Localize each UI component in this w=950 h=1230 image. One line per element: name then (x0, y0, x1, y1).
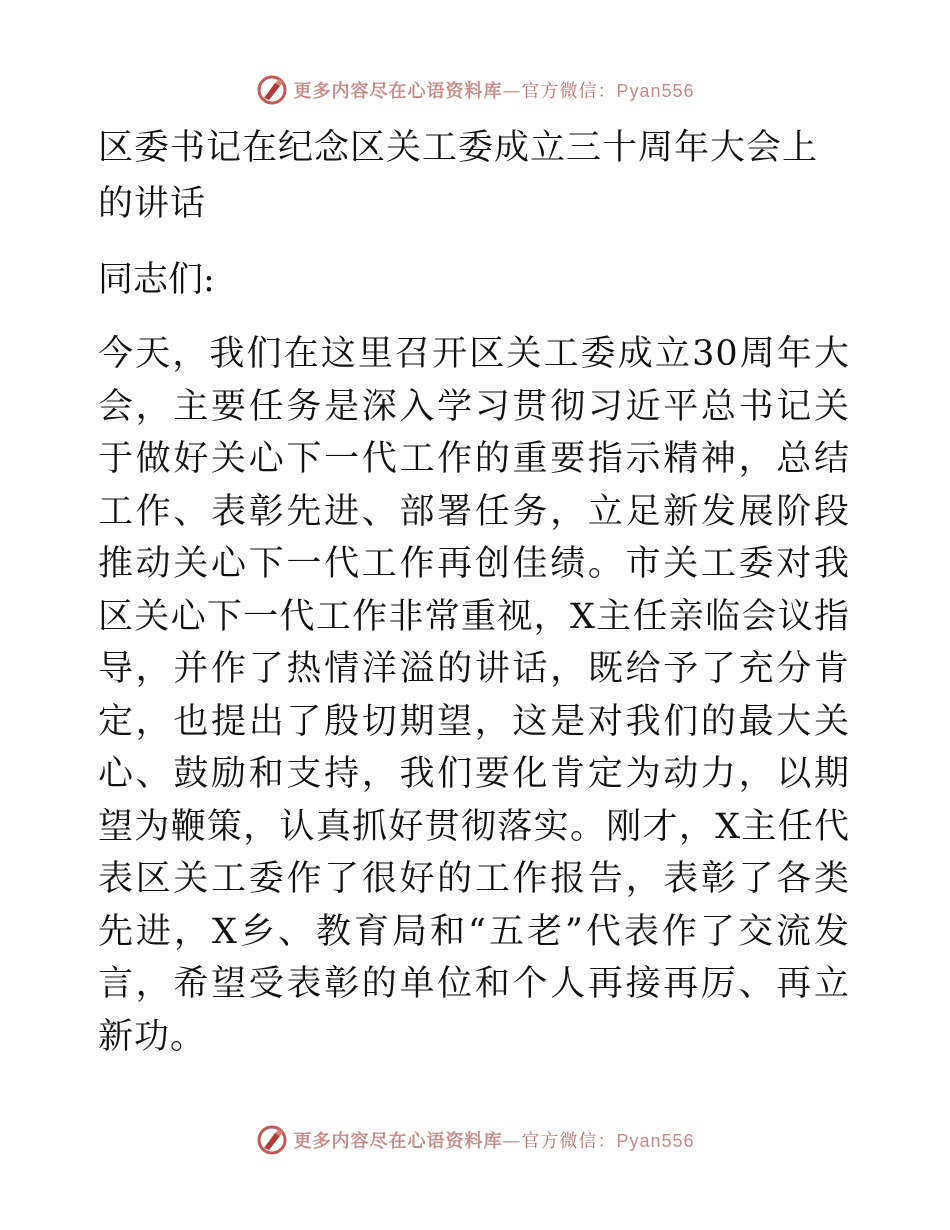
watermark-wechat-id: Pyan556 (616, 1131, 695, 1151)
watermark-main-text: 更多内容尽在心语资料库 (293, 1131, 503, 1152)
document-body (98, 120, 850, 1063)
pen-nib-logo-icon (255, 73, 289, 107)
watermark-wechat-id: Pyan556 (616, 81, 695, 101)
document-title: 区委书记在纪念区关工委成立三十周年大会上的讲话 (98, 128, 819, 224)
watermark-separator: — (502, 1131, 522, 1152)
document-paragraph: 今天，我们在这里召开区关工委成立30周年大会，主要任务是深入学习贯彻习近平总书记关于做好关心下一代工作的重要指示精神，总结工作、表彰先进、部署任务，立足新发展阶段推动关心下一代工作再创佳绩。市关工委对我区关心下一代工作非常重视，X主任亲临会议指导，并作了热情洋溢的讲话，既给予了充分肯定，也提出了殷切期望，这是对我们的最大关心、鼓励和支持，我们要化肯定为动力，以期望为鞭策，认真抓好贯彻落实。刚才，X主任代表区关工委作了很好的工作报告，表彰了各类先进，X乡、教育局和“五老”代表作了交流发言，希望受表彰的单位和个人再接再厉、再立新功。 (98, 334, 850, 1057)
document-greeting: 同志们: (98, 260, 215, 300)
watermark-official-label: 官方微信： (521, 81, 617, 102)
footer-watermark (0, 1120, 950, 1160)
watermark-main-text: 更多内容尽在心语资料库 (293, 81, 503, 102)
watermark-separator: — (502, 81, 522, 102)
watermark-official-label: 官方微信： (521, 1131, 617, 1152)
pen-nib-logo-icon (255, 1123, 289, 1157)
header-watermark (0, 70, 950, 110)
watermark-text (293, 1127, 694, 1153)
watermark-text (293, 77, 694, 103)
